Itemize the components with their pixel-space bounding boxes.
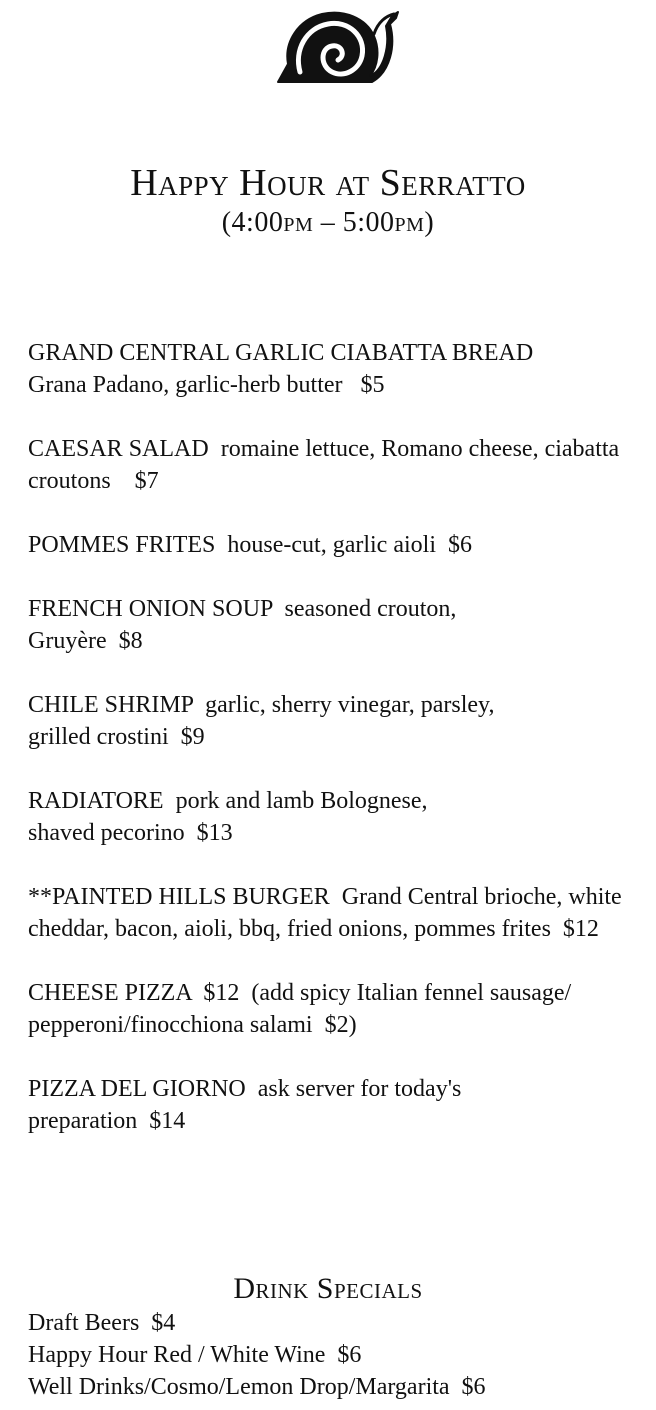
menu-item-onion-soup bbox=[28, 593, 640, 657]
menu-item-caesar-salad bbox=[28, 433, 640, 497]
menu-item-name: PIZZA DEL GIORNO bbox=[28, 1076, 246, 1102]
drink-specials-heading: Drink Specials bbox=[233, 1272, 423, 1305]
page-title: Happy Hour at Serratto bbox=[130, 162, 526, 204]
menu-item-price: $5 bbox=[360, 372, 385, 398]
menu-item-name: POMMES FRITES bbox=[28, 532, 216, 558]
menu-item-name: CAESAR SALAD bbox=[28, 436, 209, 462]
drink-item: Happy Hour Red / White Wine $6 bbox=[28, 1342, 362, 1368]
menu-item-name: **PAINTED HILLS BURGER bbox=[28, 884, 330, 910]
menu-item-price: $13 bbox=[196, 820, 233, 846]
menu-item-name: CHEESE PIZZA bbox=[28, 980, 192, 1006]
menu-item-burger bbox=[28, 881, 640, 945]
menu-item-garlic-bread bbox=[28, 337, 640, 401]
menu-item-pizza-del-giorno bbox=[28, 1073, 640, 1137]
menu-item-price: $6 bbox=[447, 532, 472, 558]
menu-item-description: Grana Padano, garlic-herb butter bbox=[28, 372, 343, 398]
menu-item-radiatore bbox=[28, 785, 640, 849]
snail-icon bbox=[274, 6, 400, 86]
menu-item-price: $14 bbox=[149, 1108, 186, 1134]
menu-item-description: Grand Central brioche, white cheddar, bacon, aioli, bbq, fried onions, pommes frites bbox=[28, 884, 628, 942]
menu-item-description: garlic, sherry vinegar, parsley, grilled crostini bbox=[28, 692, 495, 750]
drink-item: Draft Beers $4 bbox=[28, 1310, 176, 1336]
menu-item-description: romaine lettuce, Romano cheese, ciabatta croutons bbox=[28, 436, 626, 494]
happy-hour-times: (4:00pm – 5:00pm) bbox=[221, 207, 435, 238]
drink-item: Well Drinks/Cosmo/Lemon Drop/Margarita $6 bbox=[28, 1374, 486, 1400]
menu-item-price: $9 bbox=[180, 724, 205, 750]
menu-item-chile-shrimp bbox=[28, 689, 640, 753]
menu-item-description: seasoned crouton, Gruyère bbox=[28, 596, 457, 654]
menu-item-pommes-frites bbox=[28, 529, 640, 561]
menu-item-description: ask server for today's preparation bbox=[28, 1076, 462, 1134]
menu-item-name: FRENCH ONION SOUP bbox=[28, 596, 273, 622]
menu-item-name: CHILE SHRIMP bbox=[28, 692, 194, 718]
menu-item-cheese-pizza bbox=[28, 977, 640, 1041]
menu-item-name: RADIATORE bbox=[28, 788, 164, 814]
menu-item-name: GRAND CENTRAL GARLIC CIABATTA BREAD bbox=[28, 340, 534, 366]
menu-item-description: house-cut, garlic aioli bbox=[215, 532, 448, 558]
menu-item-description: pork and lamb Bolognese, shaved pecorino bbox=[28, 788, 428, 846]
menu-item-price: $12 bbox=[562, 916, 599, 942]
menu-item-description: $12 (add spicy Italian fennel sausage/ pepperoni/finocchiona salami $2) bbox=[28, 980, 572, 1038]
menu-item-price: $7 bbox=[134, 468, 159, 494]
drink-specials-list bbox=[28, 1307, 640, 1403]
menu-item-price: $8 bbox=[118, 628, 143, 654]
food-menu bbox=[28, 337, 640, 1169]
